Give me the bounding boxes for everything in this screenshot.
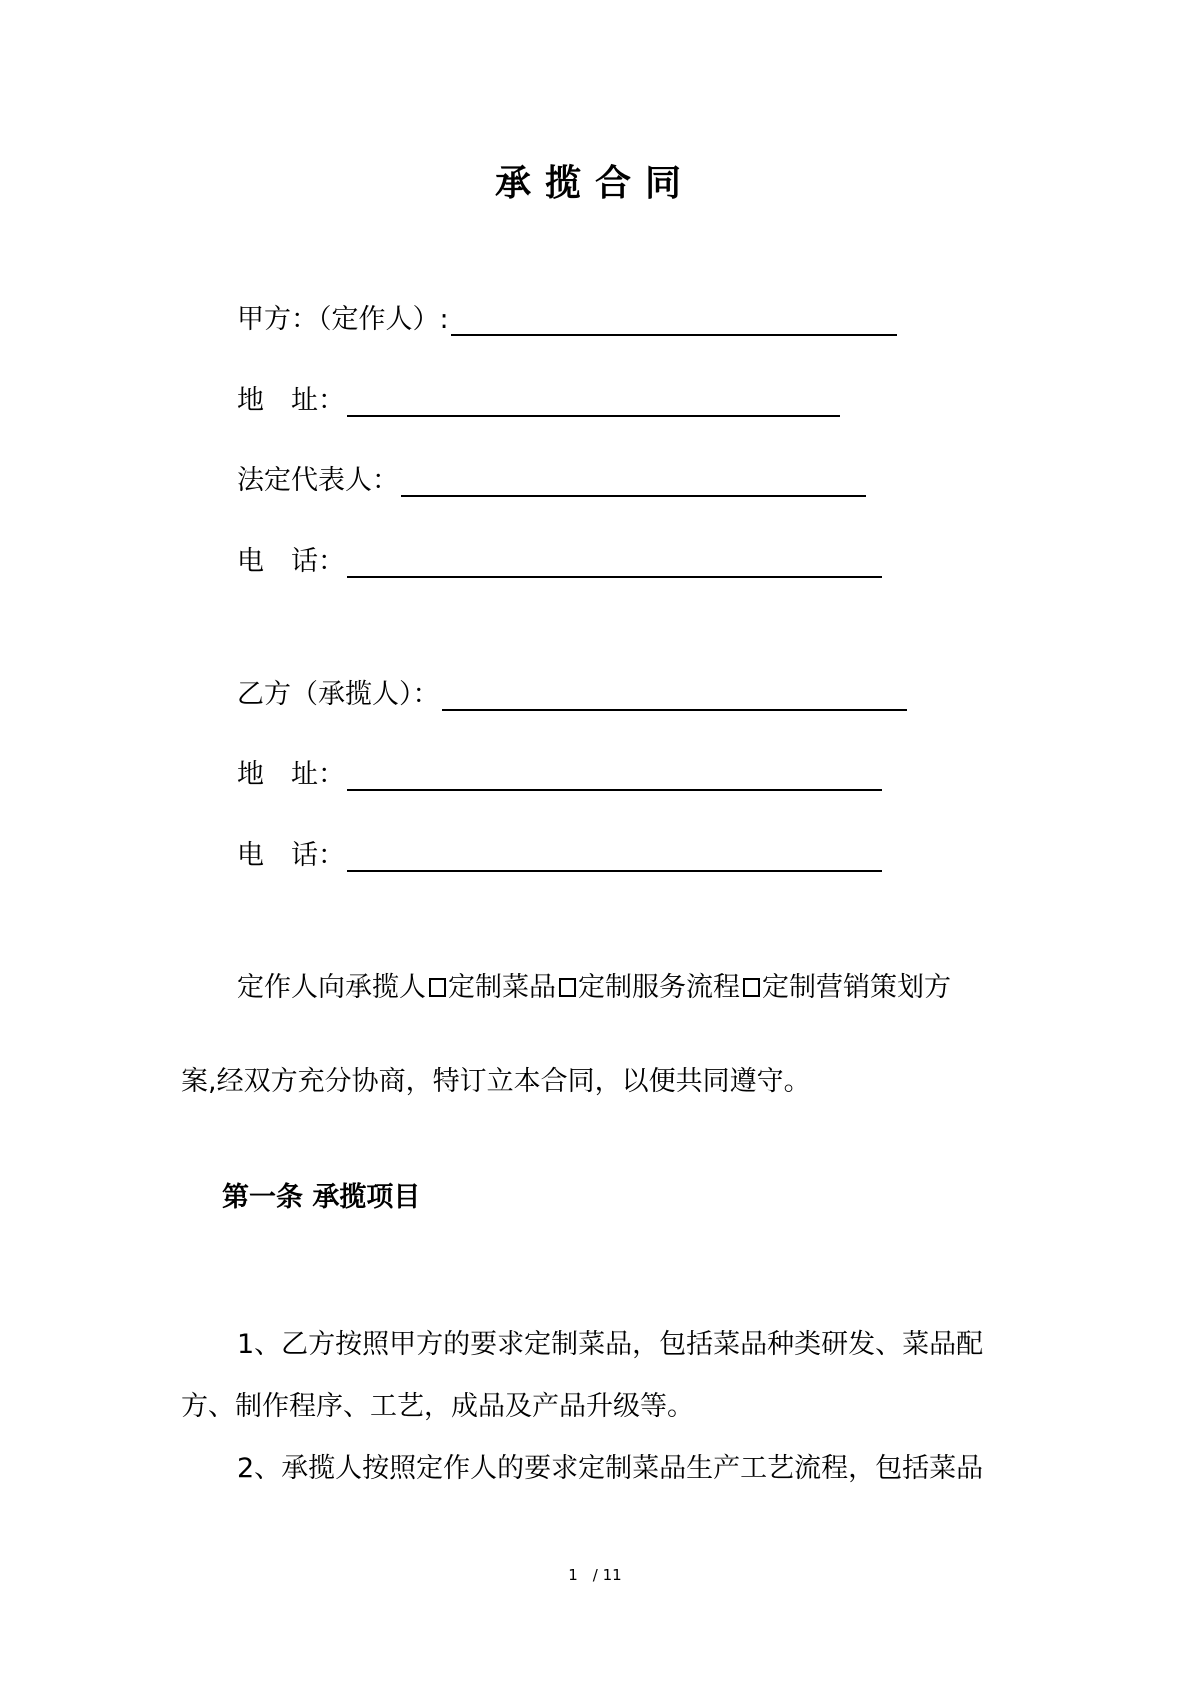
party-a-phone-blank[interactable]: [347, 546, 882, 578]
party-a-phone-field: [237, 542, 882, 582]
party-a-phone-label: 电 话：: [237, 546, 345, 577]
page-number: 1 / 11: [568, 1566, 622, 1584]
party-b-name-label: 乙方（承揽人）：: [237, 679, 440, 710]
party-a-address-label: 地 址：: [237, 385, 345, 416]
party-a-name-label: 甲方：（定作人）:: [237, 304, 449, 335]
party-a-name-field: [237, 300, 897, 340]
party-a-legal-rep-field: [237, 461, 866, 501]
party-b-phone-label: 电 话：: [237, 840, 345, 871]
party-a-legal-rep-label: 法定代表人：: [237, 465, 399, 496]
article-1-item-1-line-2: 方、制作程序、工艺，成品及产品升级等。: [181, 1391, 694, 1422]
party-a-legal-rep-blank[interactable]: [401, 465, 866, 497]
article-1-item-2-line-1: 2、承揽人按照定作人的要求定制菜品生产工艺流程，包括菜品: [237, 1453, 984, 1484]
intro-option2: 定制服务流程: [578, 972, 740, 1003]
party-b-address-field: [237, 755, 882, 795]
article-1-item-1-line-1: 1、乙方按照甲方的要求定制菜品，包括菜品种类研发、菜品配: [237, 1329, 984, 1360]
party-a-name-blank[interactable]: [451, 304, 897, 336]
intro-line-2: 案,经双方充分协商，特订立本合同，以便共同遵守。: [181, 1066, 811, 1097]
party-b-phone-field: [237, 836, 882, 876]
intro-part1: 定作人向承揽人: [237, 972, 426, 1003]
party-a-address-field: [237, 381, 840, 421]
party-b-name-blank[interactable]: [442, 679, 907, 711]
party-b-address-label: 地 址：: [237, 759, 345, 790]
party-a-address-blank[interactable]: [347, 385, 840, 417]
intro-line-1: [237, 968, 951, 1008]
party-b-name-field: [237, 675, 907, 715]
party-b-phone-blank[interactable]: [347, 840, 882, 872]
checkbox-custom-dishes[interactable]: [429, 978, 446, 997]
checkbox-custom-service-process[interactable]: [559, 978, 576, 997]
checkbox-custom-marketing-plan[interactable]: [743, 978, 760, 997]
intro-option1: 定制菜品: [448, 972, 556, 1003]
party-b-address-blank[interactable]: [347, 759, 882, 791]
article-1-heading: 第一条 承揽项目: [222, 1182, 421, 1213]
document-title: 承揽合同: [494, 163, 695, 204]
intro-option3: 定制营销策划方: [762, 972, 951, 1003]
